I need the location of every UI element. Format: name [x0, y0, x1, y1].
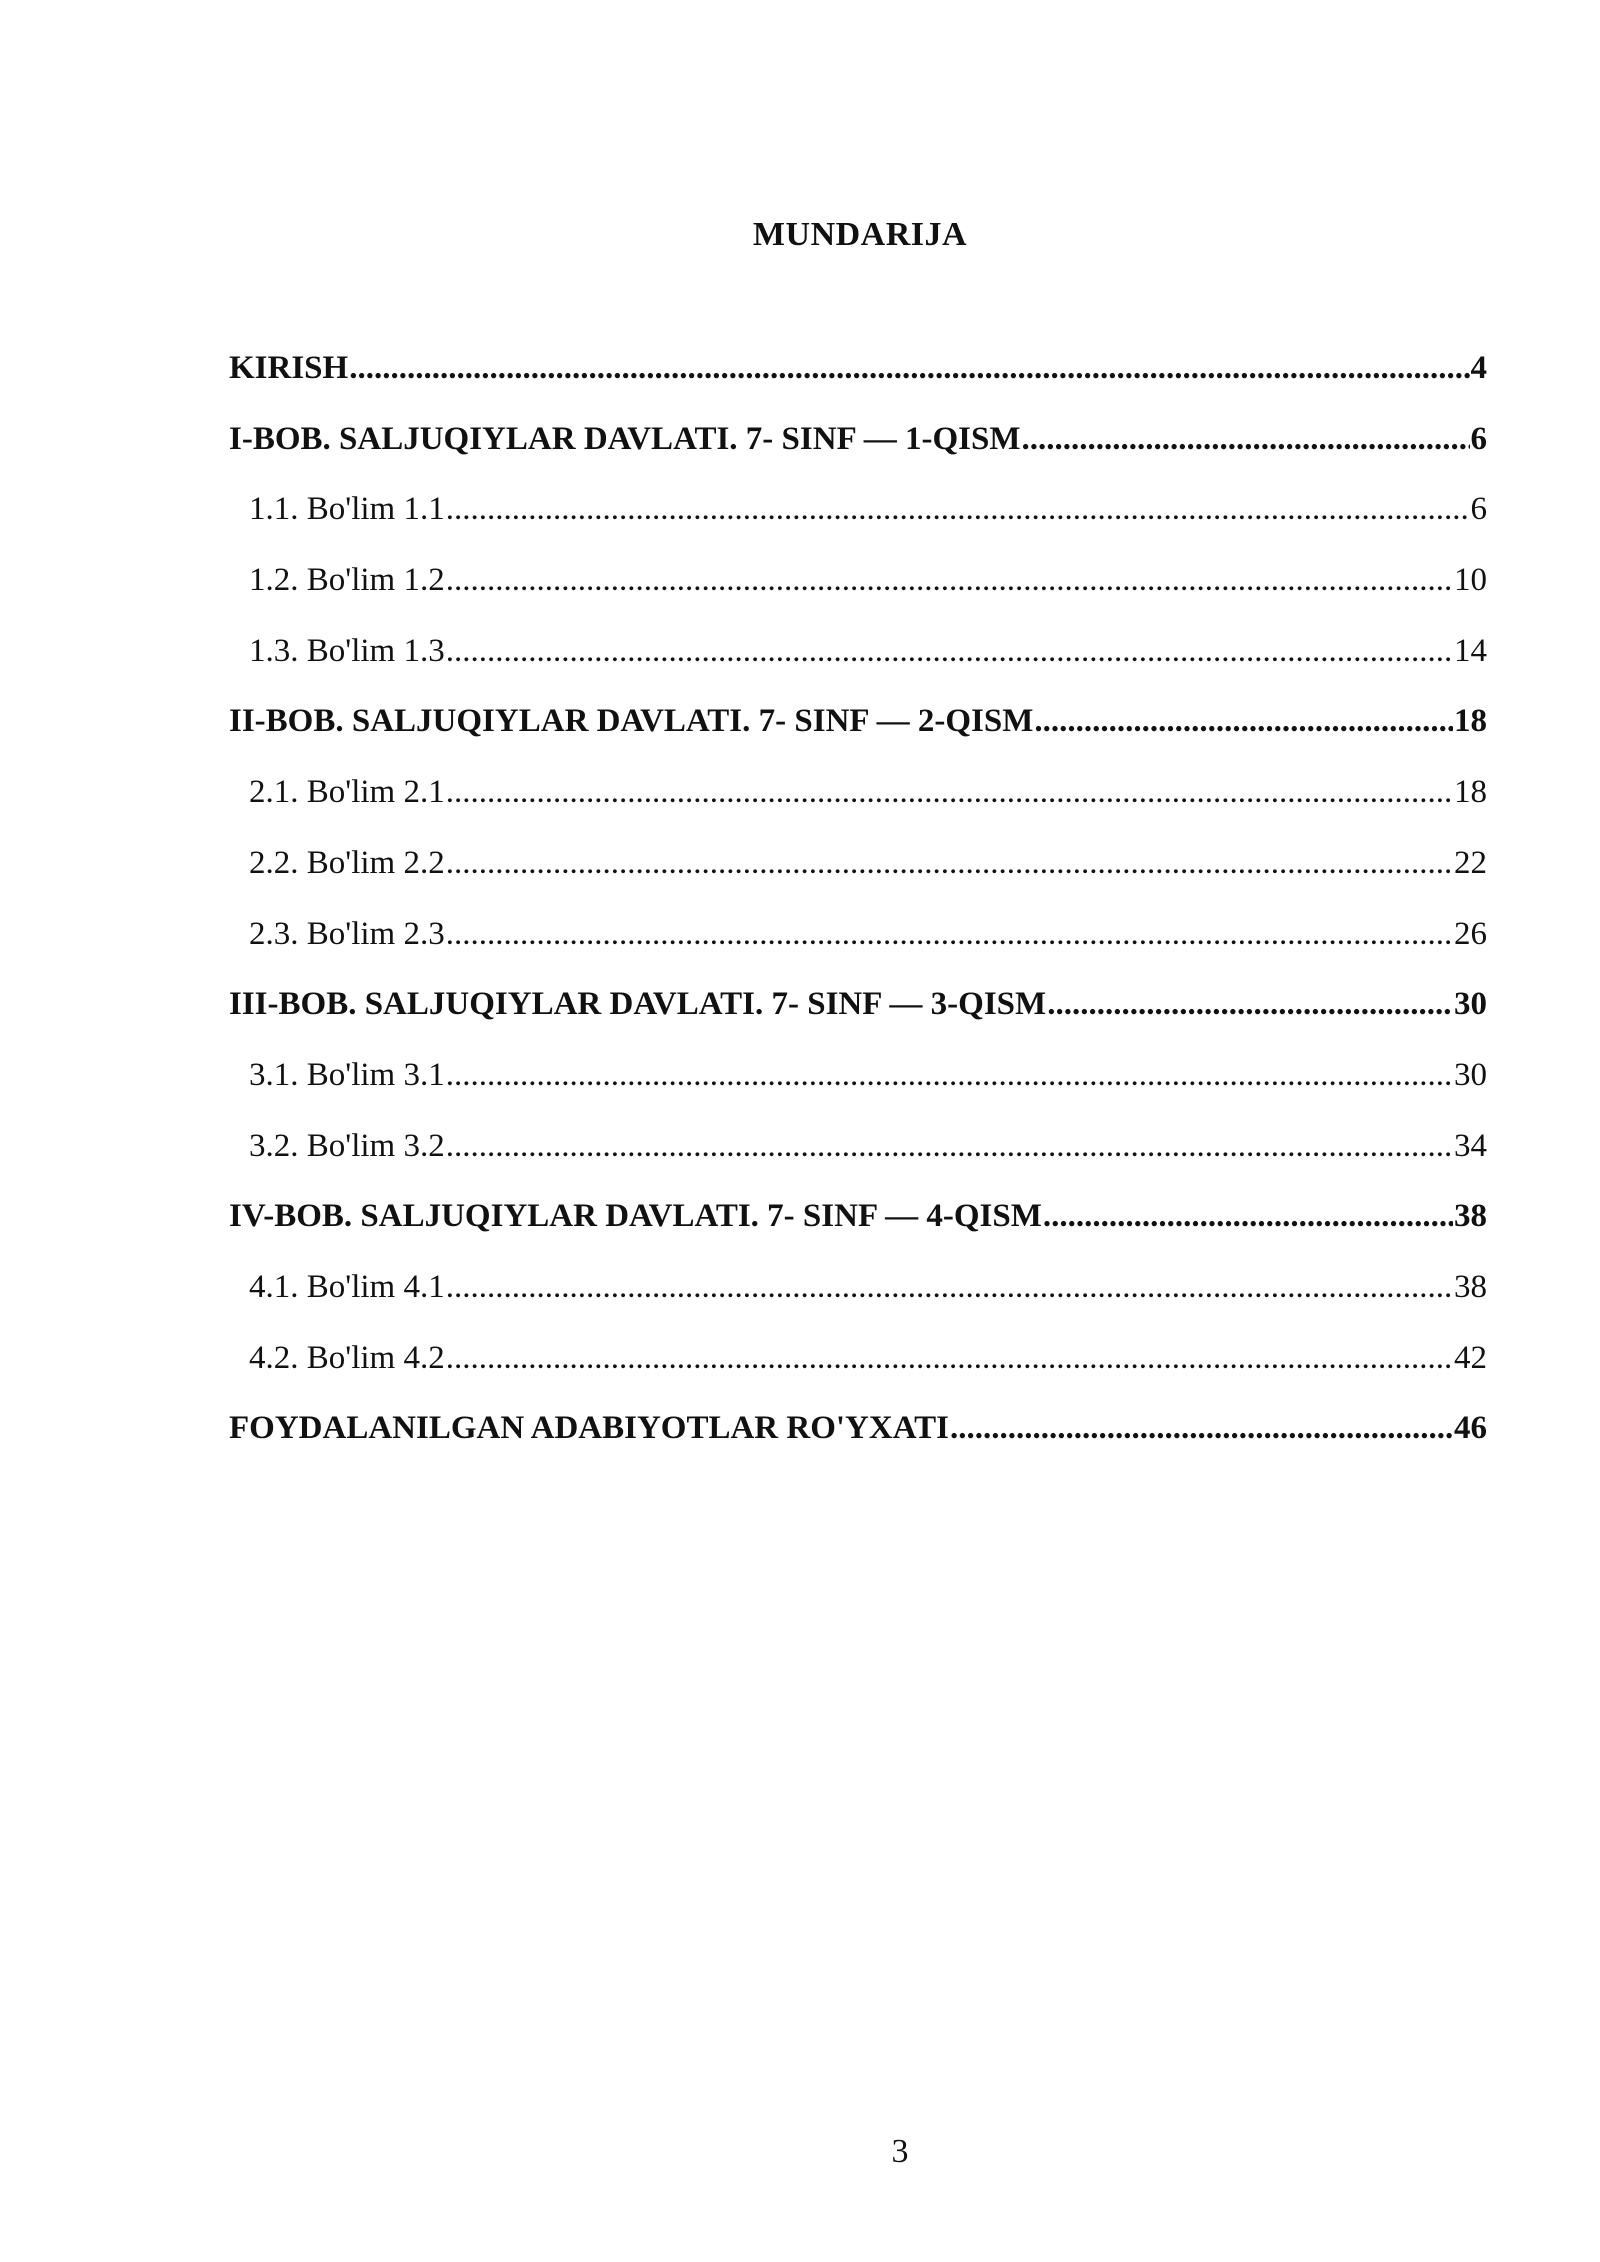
toc-entry-page: 26 [1454, 915, 1487, 952]
toc-entry-section-1-2[interactable] [229, 562, 1487, 633]
dot-leader [446, 845, 1453, 882]
toc-entry-section-2-3[interactable] [229, 916, 1487, 987]
dot-leader [1047, 986, 1453, 1023]
toc-entry-label: 2.2. Bo'lim 2.2 [249, 844, 445, 881]
toc-entry-page: 6 [1470, 420, 1487, 457]
dot-leader [1034, 703, 1453, 740]
toc-entry-page: 46 [1454, 1410, 1487, 1447]
toc-entry-label: 1.2. Bo'lim 1.2 [249, 562, 445, 599]
dot-leader [446, 1340, 1453, 1377]
table-of-contents [229, 350, 1487, 1481]
toc-entry-label: 2.3. Bo'lim 2.3 [249, 915, 445, 952]
toc-entry-page: 42 [1454, 1339, 1487, 1376]
dot-leader [950, 1410, 1453, 1447]
dot-leader [1043, 1198, 1453, 1235]
dot-leader [446, 633, 1453, 670]
toc-entry-label: 3.2. Bo'lim 3.2 [249, 1127, 445, 1164]
page-number: 3 [891, 2133, 909, 2170]
toc-entry-section-3-1[interactable] [229, 1057, 1487, 1128]
toc-entry-label: I-BOB. SALJUQIYLAR DAVLATI. 7- SINF — 1-QISM [229, 420, 1021, 457]
toc-entry-section-3-2[interactable] [229, 1128, 1487, 1199]
toc-entry-label: II-BOB. SALJUQIYLAR DAVLATI. 7- SINF — 2-QISM [229, 703, 1034, 740]
toc-entry-section-1-1[interactable] [229, 491, 1487, 562]
toc-entry-section-4-2[interactable] [229, 1340, 1487, 1411]
toc-entry-label: IV-BOB. SALJUQIYLAR DAVLATI. 7- SINF — 4-QISM [229, 1198, 1042, 1235]
toc-entry-page: 18 [1454, 774, 1487, 811]
dot-leader [1022, 421, 1470, 458]
toc-entry-page: 22 [1454, 844, 1487, 881]
toc-entry-section-2-2[interactable] [229, 845, 1487, 916]
toc-entry-label: 1.1. Bo'lim 1.1 [249, 491, 445, 528]
dot-leader [446, 562, 1453, 599]
toc-entry-page: 38 [1454, 1198, 1487, 1235]
toc-entry-section-4-1[interactable] [229, 1269, 1487, 1340]
dot-leader [446, 1057, 1453, 1094]
toc-entry-page: 30 [1454, 1056, 1487, 1093]
toc-entry-bibliography[interactable] [229, 1410, 1487, 1481]
toc-entry-page: 10 [1454, 562, 1487, 599]
dot-leader [446, 1128, 1453, 1165]
toc-entry-label: 1.3. Bo'lim 1.3 [249, 632, 445, 669]
toc-entry-chapter-2[interactable] [229, 703, 1487, 774]
toc-entry-label: FOYDALANILGAN ADABIYOTLAR RO'YXATI [229, 1410, 949, 1447]
toc-entry-page: 6 [1470, 491, 1487, 528]
page-title: MUNDARIJA [752, 216, 968, 253]
toc-entry-label: 3.1. Bo'lim 3.1 [249, 1056, 445, 1093]
dot-leader [446, 1269, 1453, 1306]
toc-entry-chapter-3[interactable] [229, 986, 1487, 1057]
toc-entry-chapter-4[interactable] [229, 1198, 1487, 1269]
toc-entry-label: KIRISH [229, 350, 349, 386]
toc-entry-page: 30 [1454, 986, 1487, 1023]
dot-leader [446, 916, 1453, 953]
toc-entry-page: 38 [1454, 1268, 1487, 1305]
toc-entry-label: 2.1. Bo'lim 2.1 [249, 774, 445, 811]
dot-leader [446, 491, 1470, 528]
toc-entry-page: 34 [1454, 1127, 1487, 1164]
toc-entry-page: 4 [1470, 350, 1487, 386]
toc-entry-section-1-3[interactable] [229, 633, 1487, 704]
toc-entry-section-2-1[interactable] [229, 774, 1487, 845]
toc-entry-page: 18 [1454, 703, 1487, 740]
toc-entry-label: 4.2. Bo'lim 4.2 [249, 1339, 445, 1376]
toc-entry-label: 4.1. Bo'lim 4.1 [249, 1268, 445, 1305]
toc-entry-label: III-BOB. SALJUQIYLAR DAVLATI. 7- SINF — 3-QISM [229, 986, 1047, 1023]
toc-entry-kirish[interactable] [229, 350, 1487, 421]
toc-entry-page: 14 [1454, 632, 1487, 669]
toc-entry-chapter-1[interactable] [229, 421, 1487, 492]
dot-leader [349, 350, 1469, 387]
dot-leader [446, 774, 1453, 811]
